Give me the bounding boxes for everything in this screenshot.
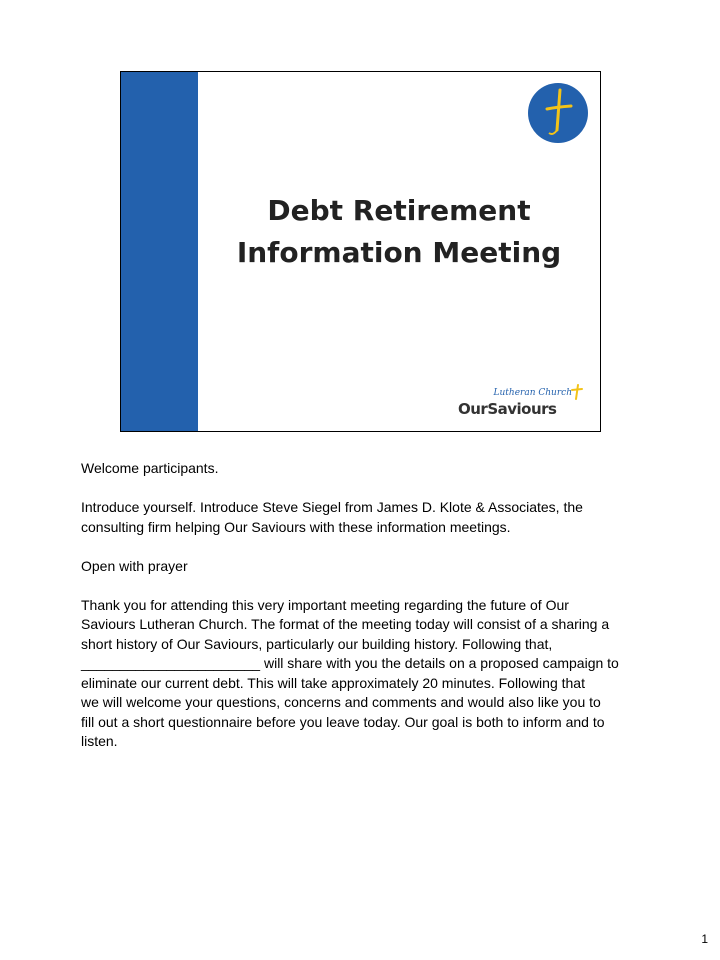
notes-paragraph-prayer: Open with prayer xyxy=(81,557,188,574)
notes-paragraph-introduce: Introduce yourself. Introduce Steve Siegel from James D. Klote & Associates, the consulting firm helping Our Saviours with these information meetings. xyxy=(81,499,583,535)
brand-name: OurSaviours xyxy=(458,400,557,418)
slide-title xyxy=(198,190,600,274)
brand-script-text: Lutheran Church xyxy=(493,388,572,398)
church-cross-logo-icon xyxy=(527,82,589,144)
slide-title-line1: Debt Retirement xyxy=(267,194,531,227)
brand-logo xyxy=(454,388,594,422)
slide-accent-bar xyxy=(121,72,198,431)
slide-title-line2: Information Meeting xyxy=(236,236,562,269)
speaker-notes xyxy=(81,459,651,771)
cross-icon xyxy=(570,384,584,400)
slide-thumbnail xyxy=(120,71,601,432)
notes-paragraph-thank-you: Thank you for attending this very important meeting regarding the future of Our Saviours Lutheran Church. The format of the meeting today will consist of a sharing a short history of Our Saviours, particularly our building history. Following that, _______________________ will share with you the details on a proposed campaign to eliminate our current debt. This will take approximately 20 minutes. Following that we will welcome your questions, concerns and comments and would also like you to fill out a short questionnaire before you leave today. Our goal is both to inform and to listen. xyxy=(81,596,619,749)
notes-paragraph-welcome: Welcome participants. xyxy=(81,460,219,476)
page-number: 1 xyxy=(701,932,708,946)
